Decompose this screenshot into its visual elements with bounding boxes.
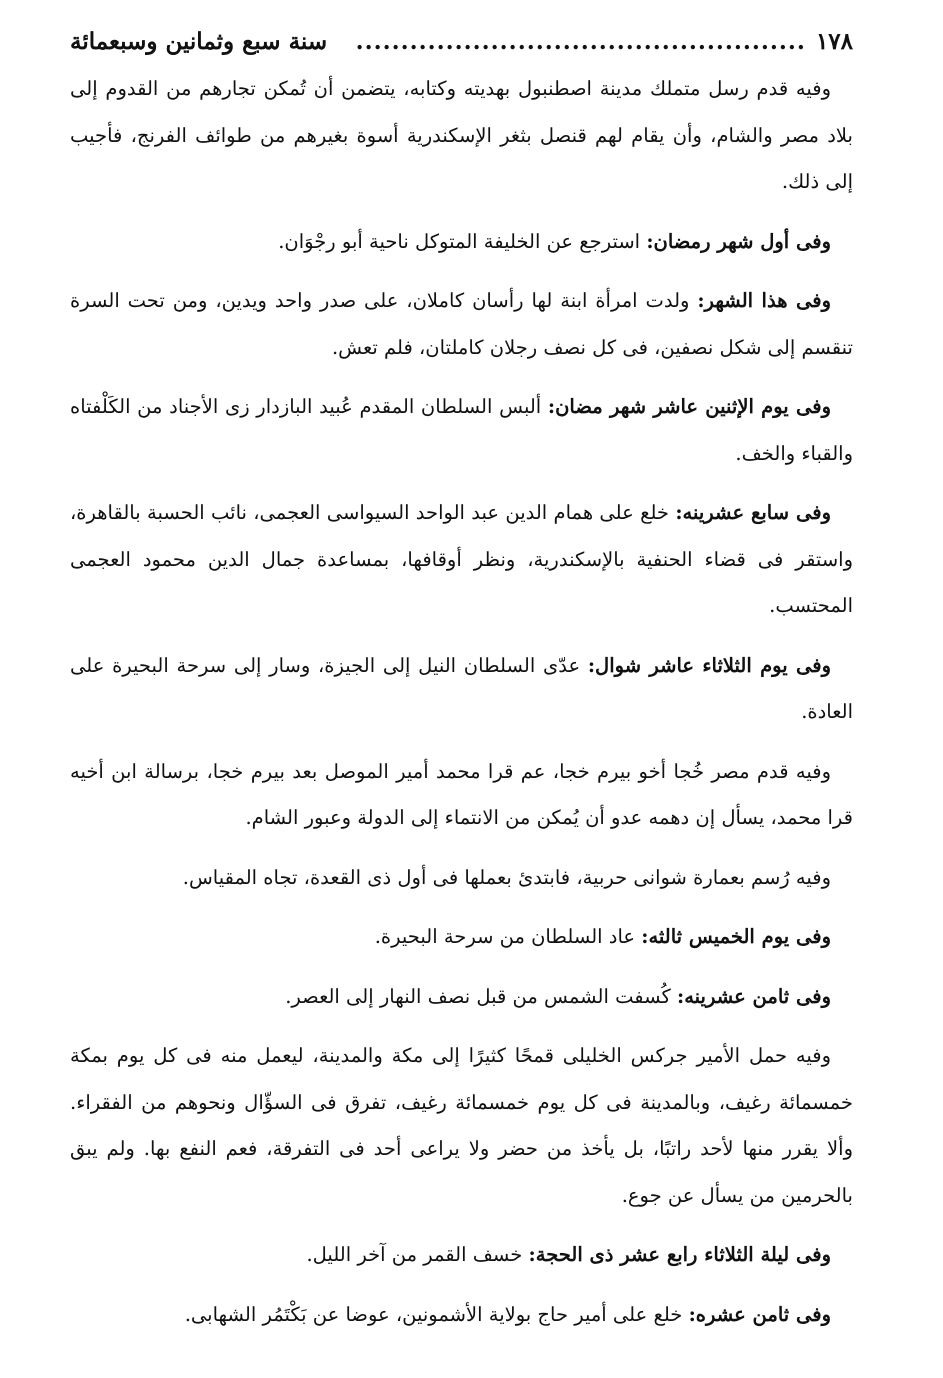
paragraph-1 bbox=[70, 66, 853, 206]
paragraph-text: عدّى السلطان النيل إلى الجيزة، وسار إلى سرحة البحيرة على العادة. bbox=[70, 653, 853, 723]
paragraph-lead: وفى ثامن عشره: bbox=[688, 1302, 831, 1326]
paragraph-text: استرجع عن الخليفة المتوكل ناحية أبو رجْوَان. bbox=[278, 229, 647, 253]
header-leader-dots: .................................................. bbox=[355, 28, 806, 55]
paragraph-lead: وفى ليلة الثلاثاء رابع عشر ذى الحجة: bbox=[528, 1243, 831, 1266]
paragraph-text: وفيه قدم رسل متملك مدينة اصطنبول بهديته وكتابه، يتضمن أن تُمكن تجارهم من القدوم إلى بلاد مصر والشام، وأن يقام لهم قنصل بثغر الإسكندرية أسوة بغيرهم من طوائف الفرنج، فأجيب إلى ذلك. bbox=[70, 77, 853, 193]
paragraph-lead: وفى يوم الخميس ثالثه: bbox=[641, 925, 831, 948]
paragraph-lead: وفى ثامن عشرينه: bbox=[677, 984, 831, 1008]
paragraph-12 bbox=[70, 1232, 853, 1279]
paragraph-lead: وفى أول شهر رمضان: bbox=[646, 229, 831, 253]
paragraph-10 bbox=[70, 974, 853, 1021]
paragraph-4 bbox=[70, 384, 853, 477]
paragraph-9 bbox=[70, 914, 853, 961]
paragraph-11 bbox=[70, 1033, 853, 1219]
paragraph-text: وفيه حمل الأمير جركس الخليلى قمحًا كثيرًا إلى مكة والمدينة، ليعمل منه فى كل يوم بمكة خمسمائة رغيف، وبالمدينة فى كل يوم خمسمائة رغيف، تفرق فى السؤّال ونحوهم من الفقراء. وألا يقرر منها لأحد راتبًا، بل يأخذ من حضر ولا يراعى أحد فى التفرقة، فعم النفع بها. ولم يبق بالحرمين من يسأل عن جوع. bbox=[70, 1044, 853, 1207]
book-page bbox=[70, 28, 853, 1351]
paragraph-text: ألبس السلطان المقدم عُبيد البازدار زى الأجناد من الكَلْفتاه والقباء والخف. bbox=[70, 395, 853, 465]
paragraph-7 bbox=[70, 749, 853, 842]
paragraph-3 bbox=[70, 278, 853, 371]
page-header bbox=[70, 28, 853, 66]
paragraph-6 bbox=[70, 643, 853, 736]
paragraph-8 bbox=[70, 855, 853, 902]
paragraph-text: وفيه رُسم بعمارة شوانى حربية، فابتدئ بعملها فى أول ذى القعدة، تجاه المقياس. bbox=[182, 865, 831, 889]
paragraph-text: وفيه قدم مصر خُجا أخو بيرم خجا، عم قرا محمد أمير الموصل بعد بيرم خجا، برسالة ابن أخيه قرا محمد، يسأل إن دهمه عدو أن يُمكن من الانتماء إلى الدولة وعبور الشام. bbox=[70, 759, 853, 829]
running-title: سنة سبع وثمانين وسبعمائة bbox=[70, 28, 328, 55]
paragraph-2 bbox=[70, 219, 853, 266]
paragraph-text: خلع على أمير حاج بولاية الأشمونين، عوضا عن بَكْتَمُر الشهابى. bbox=[184, 1302, 689, 1326]
paragraph-lead: وفى يوم الثلاثاء عاشر شوال: bbox=[587, 653, 831, 677]
paragraph-lead: وفى يوم الإثنين عاشر شهر مضان: bbox=[547, 395, 831, 418]
paragraph-13 bbox=[70, 1292, 853, 1339]
page-number: ١٧٨ bbox=[815, 28, 853, 55]
paragraph-5 bbox=[70, 490, 853, 630]
paragraph-text: خسف القمر من آخر الليل. bbox=[306, 1243, 529, 1266]
paragraph-text: عاد السلطان من سرحة البحيرة. bbox=[374, 925, 642, 948]
paragraph-text: خلع على همام الدين عبد الواحد السيواسى العجمى، نائب الحسبة بالقاهرة، واستقر فى قضاء الحنفية بالإسكندرية، ونظر أوقافها، بمساعدة جمال الدين محمود العجمى المحتسب. bbox=[70, 501, 853, 617]
paragraph-lead: وفى سابع عشرينه: bbox=[675, 501, 831, 524]
paragraph-text: ولدت امرأة ابنة لها رأسان كاملان، على صدر واحد ويدين، ومن تحت السرة تنقسم إلى شكل نصفين، فى كل نصف رجلان كاملتان، فلم تعش. bbox=[70, 289, 853, 359]
paragraph-text: كُسفت الشمس من قبل نصف النهار إلى العصر. bbox=[285, 984, 678, 1008]
paragraph-lead: وفى هذا الشهر: bbox=[697, 289, 831, 312]
